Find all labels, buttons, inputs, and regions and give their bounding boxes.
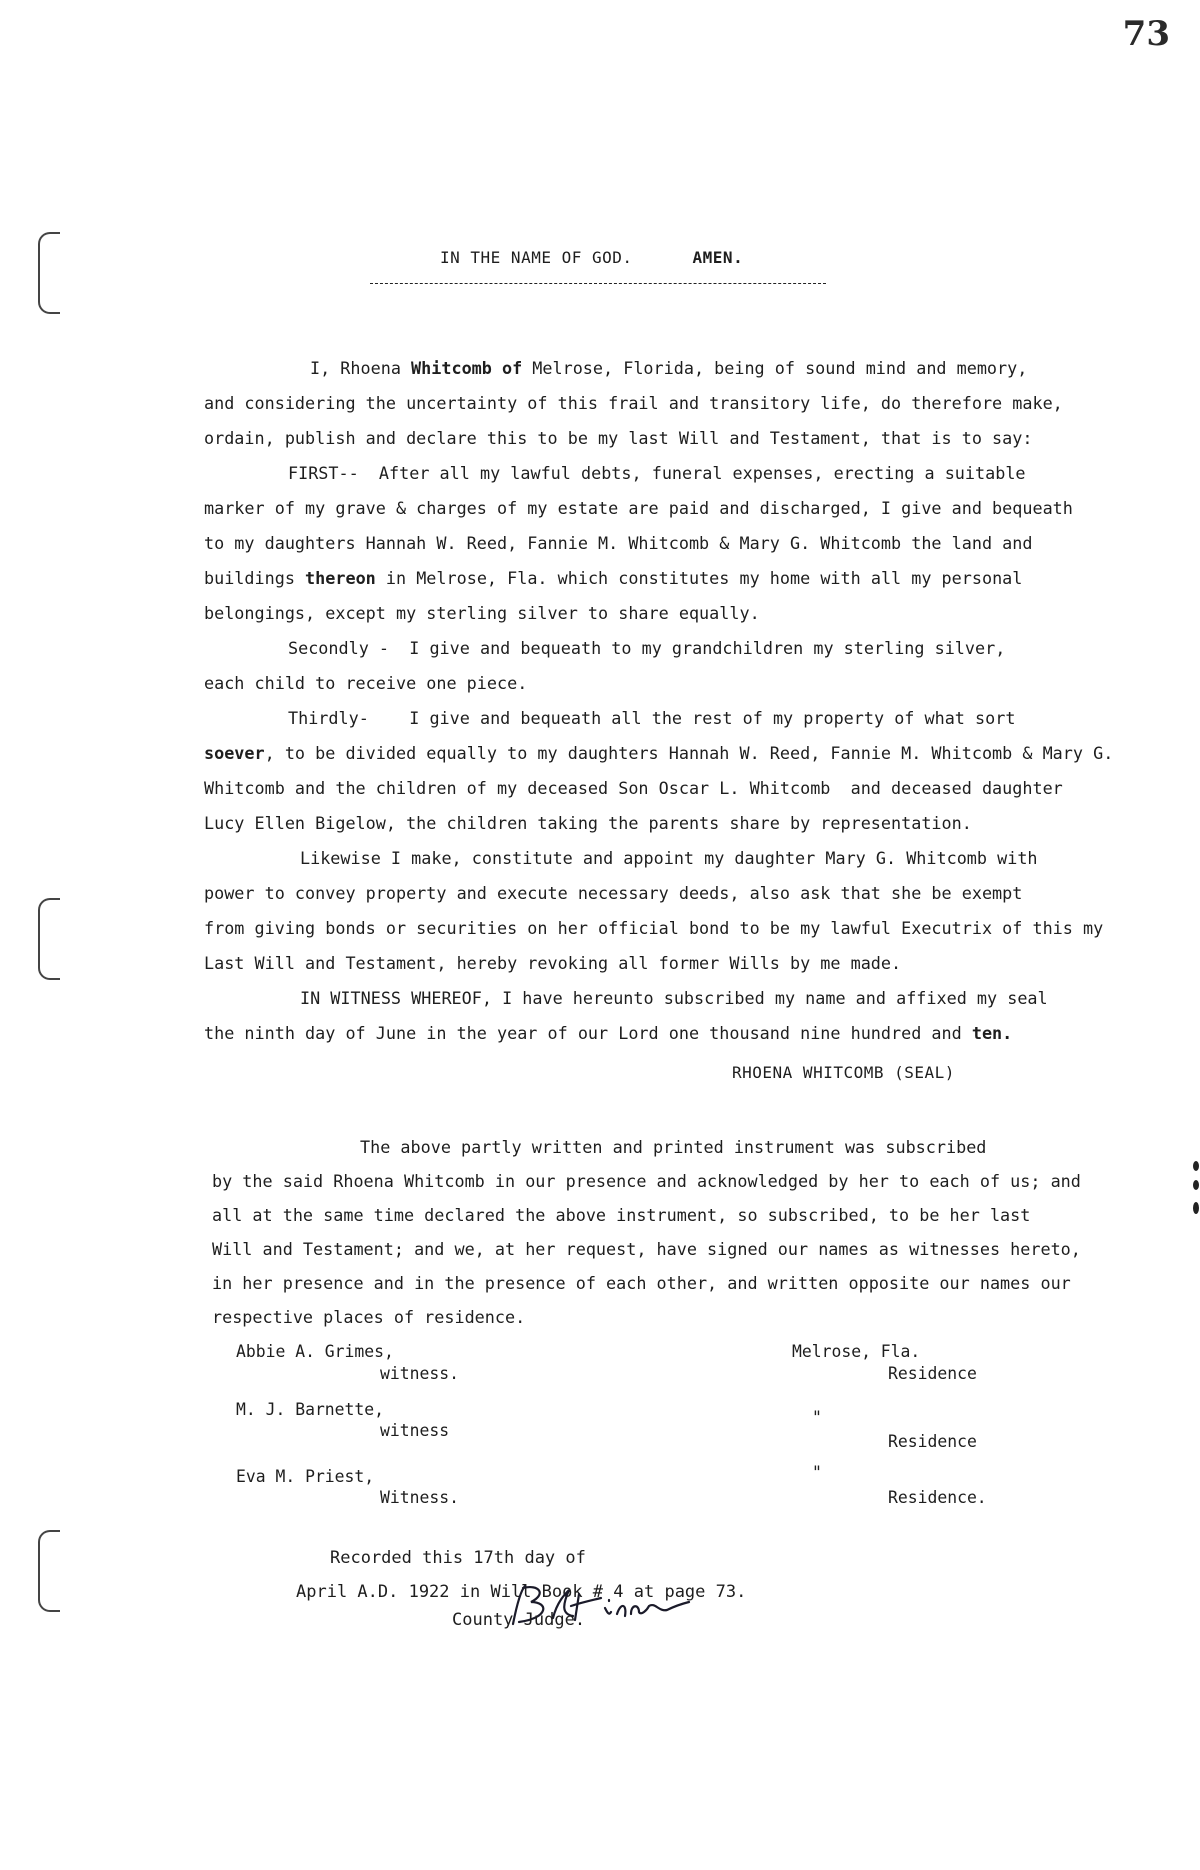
third-line-4: Lucy Ellen Bigelow, the children taking the parents share by representation. — [204, 813, 972, 833]
intro-line-1: I, Rhoena Whitcomb of Melrose, Florida, being of sound mind and memory, — [310, 358, 1028, 378]
attestation-line-2: by the said Rhoena Whitcomb in our presence and acknowledged by her to each of us; and — [212, 1171, 1081, 1191]
witness-2-name: M. J. Barnette, — [236, 1400, 385, 1419]
executrix-line-3: from giving bonds or securities on her official bond to be my lawful Executrix of this my — [204, 918, 1104, 938]
witness-2-place: " — [812, 1408, 822, 1427]
witness-1-role: witness. — [380, 1364, 459, 1383]
recording-line-1: Recorded this 17th day of — [330, 1548, 586, 1568]
testator-signature: RHOENA WHITCOMB (SEAL) — [732, 1063, 955, 1082]
recording-line-2: April A.D. 1922 in Will Book # 4 at page 73. — [296, 1582, 747, 1602]
witness-clause-line-1: IN WITNESS WHEREOF, I have hereunto subscribed my name and affixed my seal — [300, 988, 1048, 1008]
witness-3-residence: Residence. — [888, 1488, 987, 1507]
witness-2-role: witness — [380, 1421, 450, 1440]
attestation-line-1: The above partly written and printed instrument was subscribed — [360, 1137, 987, 1157]
attestation-line-5: in her presence and in the presence of each other, and written opposite our names our — [212, 1273, 1071, 1293]
attestation-line-4: Will and Testament; and we, at her request, have signed our names as witnesses hereto, — [212, 1239, 1081, 1259]
first-line-2: marker of my grave & charges of my estate are paid and discharged, I give and bequeath — [204, 498, 1073, 518]
witness-3-role: Witness. — [380, 1488, 459, 1507]
heading-title: IN THE NAME OF GOD. — [440, 248, 633, 267]
witness-3-name: Eva M. Priest, — [236, 1467, 375, 1486]
witness-2-residence: Residence — [888, 1432, 977, 1451]
intro-line-2: and considering the uncertainty of this frail and transitory life, do therefore make, — [204, 393, 1063, 413]
punch-hole-middle — [38, 898, 60, 980]
document-heading — [440, 248, 743, 267]
first-line-5: belongings, except my sterling silver to share equally. — [204, 603, 760, 623]
punch-hole-bottom — [38, 1530, 60, 1612]
witness-1-residence: Residence — [888, 1364, 977, 1383]
executrix-line-1: Likewise I make, constitute and appoint my daughter Mary G. Whitcomb with — [300, 848, 1038, 868]
second-line-2: each child to receive one piece. — [204, 673, 528, 693]
witness-1-name: Abbie A. Grimes, — [236, 1342, 394, 1361]
third-line-2: soever, to be divided equally to my daughters Hannah W. Reed, Fannie M. Whitcomb & Mary G. — [204, 743, 1114, 763]
witness-1-place: Melrose, Fla. — [792, 1342, 921, 1361]
executrix-line-2: power to convey property and execute necessary deeds, also ask that she be exempt — [204, 883, 1023, 903]
first-line-3: to my daughters Hannah W. Reed, Fannie M. Whitcomb & Mary G. Whitcomb the land and — [204, 533, 1033, 553]
punch-hole-top — [38, 232, 60, 314]
executrix-line-4: Last Will and Testament, hereby revoking all former Wills by me made. — [204, 953, 902, 973]
attestation-line-3: all at the same time declared the above instrument, so subscribed, to be her last — [212, 1205, 1031, 1225]
witness-3-place: " — [812, 1463, 822, 1482]
page-number: 73 — [1122, 14, 1170, 54]
third-line-3: Whitcomb and the children of my deceased Son Oscar L. Whitcomb and deceased daughter — [204, 778, 1063, 798]
heading-amen: AMEN. — [692, 248, 744, 267]
county-judge-title: County Judge. — [452, 1610, 586, 1630]
edge-specks — [1192, 1160, 1200, 1220]
first-line-4: buildings thereon in Melrose, Fla. which constitutes my home with all my personal — [204, 568, 1023, 588]
witness-clause-line-2: the ninth day of June in the year of our Lord one thousand nine hundred and ten. — [204, 1023, 1013, 1043]
intro-line-3: ordain, publish and declare this to be my last Will and Testament, that is to say: — [204, 428, 1033, 448]
heading-underline — [370, 283, 826, 284]
first-line-1: FIRST-- After all my lawful debts, funeral expenses, erecting a suitable — [288, 463, 1026, 483]
second-line-1: Secondly - I give and bequeath to my grandchildren my sterling silver, — [288, 638, 1006, 658]
attestation-line-6: respective places of residence. — [212, 1307, 526, 1327]
third-line-1: Thirdly- I give and bequeath all the rest of my property of what sort — [288, 708, 1016, 728]
